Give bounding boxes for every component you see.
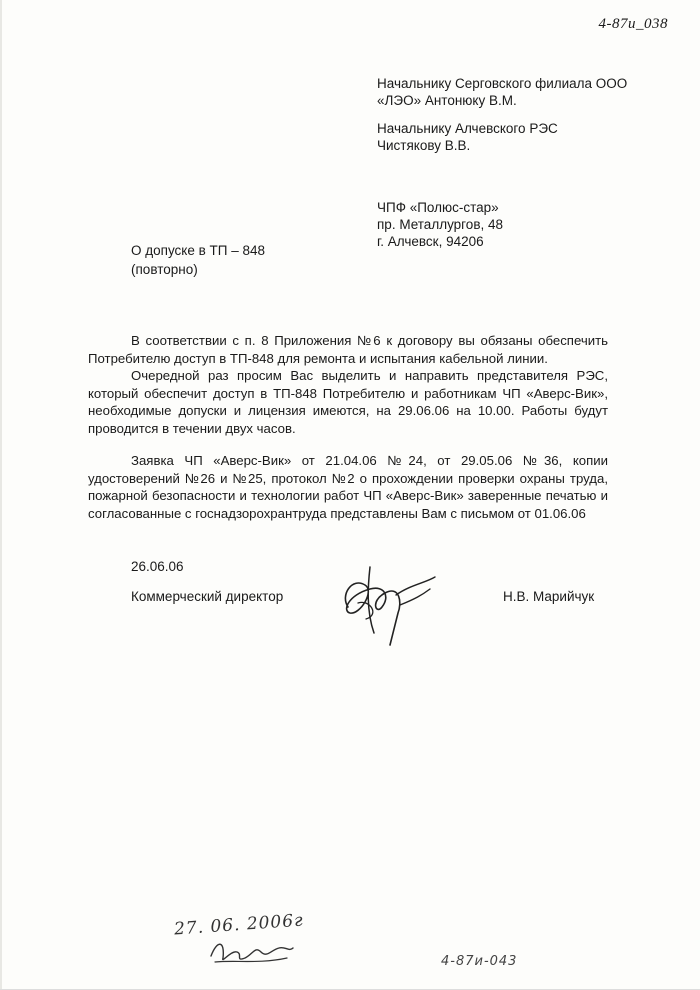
- sender-city: г. Алчевск, 94206: [377, 234, 484, 249]
- document-code: 4-87и_038: [598, 16, 668, 32]
- handwritten-initials: [205, 930, 295, 968]
- scan-edge-left: [0, 0, 2, 990]
- addressee-1-line2: «ЛЭО» Антонюку В.М.: [377, 93, 517, 108]
- subject-line2: (повторно): [131, 262, 198, 277]
- subject-line1: О допуске в ТП – 848: [131, 243, 266, 258]
- sender-block: [377, 199, 503, 250]
- addressee-2-line1: Начальнику Алчевского РЭС: [377, 121, 558, 136]
- subject-block: [131, 241, 265, 279]
- paragraph-2: Очередной раз просим Вас выделить и направить представителя РЭС, который обеспечит доступ в ТП-848 Потребителю и работникам ЧП «Аверс-Вик», необходимые допуски и лицензия имеются, на 29.06.06 на 10.00. Работы будут проводится в течении двух часов.: [88, 368, 608, 436]
- addressee-1-line1: Начальнику Серговского филиала ООО: [377, 76, 628, 91]
- sender-street: пр. Металлургов, 48: [377, 217, 504, 232]
- handwritten-code: 4-87и-043: [441, 954, 518, 969]
- signer-position: Коммерческий директор: [131, 589, 284, 604]
- addressee-2-line2: Чистякову В.В.: [377, 138, 471, 153]
- letter-body: [88, 332, 608, 522]
- sender-name: ЧПФ «Полюс-стар»: [377, 200, 499, 215]
- paragraph-3: Заявка ЧП «Аверс-Вик» от 21.04.06 №24, от 29.05.06 №36, копии удостоверений №26 и №25, протокол №2 о прохождении проверки охраны труда, пожарной безопасности и технологии работ ЧП «Аверс-Вик» заверенные печатью и согласованные с госнадзорохрантруда представлены Вам с письмом от 01.06.06: [88, 453, 608, 521]
- signer-name: Н.В. Марийчук: [503, 589, 595, 604]
- paragraph-1: В соответствии с п. 8 Приложения №6 к договору вы обязаны обеспечить Потребителю доступ в ТП-848 для ремонта и испытания кабельной линии.: [88, 333, 608, 366]
- addressee-1: [377, 75, 627, 109]
- addressee-2: [377, 120, 558, 154]
- handwritten-date: 27. 06. 2006г: [173, 910, 305, 940]
- letter-date: 26.06.06: [131, 559, 184, 574]
- signature-image: [330, 555, 445, 650]
